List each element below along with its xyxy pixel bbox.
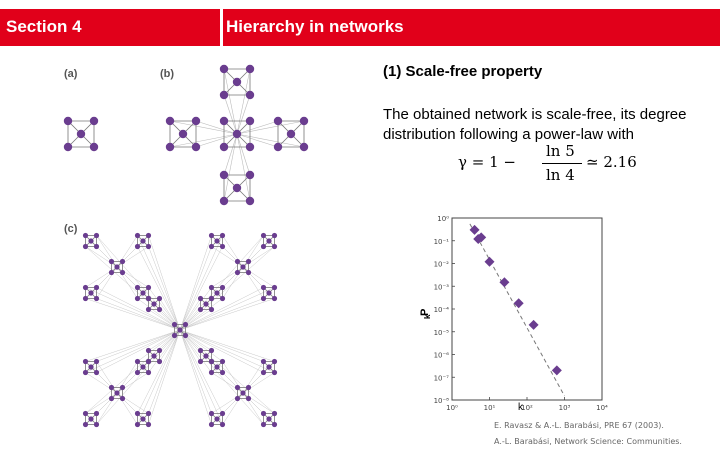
network-node [220, 117, 228, 125]
x-tick-label: 10³ [558, 404, 571, 412]
network-node [135, 285, 140, 290]
network-node [94, 422, 99, 427]
network-node [209, 411, 214, 416]
network-node [240, 390, 245, 395]
y-tick-label: 10⁻² [433, 260, 449, 269]
network-node [300, 117, 308, 125]
network-edge [138, 330, 181, 414]
y-axis-label: P [419, 308, 431, 316]
network-node [300, 143, 308, 151]
network-node [88, 290, 93, 295]
panel-c-label: (c) [64, 223, 78, 235]
network-node [146, 307, 151, 312]
network-node [192, 143, 200, 151]
network-node [233, 184, 241, 192]
network-node [198, 359, 203, 364]
network-node [246, 270, 251, 275]
network-node [90, 143, 98, 151]
network-node [135, 233, 140, 238]
network-node [109, 259, 114, 264]
network-edge [86, 247, 181, 331]
network-node [209, 307, 214, 312]
network-node [220, 359, 225, 364]
network-node [146, 359, 151, 364]
data-point [529, 320, 539, 330]
network-node [64, 117, 72, 125]
x-tick-label: 10¹ [483, 404, 496, 412]
network-edge [180, 247, 275, 331]
panel-a-label: (a) [64, 68, 78, 80]
network-node [246, 385, 251, 390]
network-node [88, 416, 93, 421]
network-node [94, 370, 99, 375]
network-node [183, 333, 188, 338]
network-node [83, 411, 88, 416]
network-node [83, 296, 88, 301]
network-edge [97, 330, 181, 425]
network-node [261, 370, 266, 375]
network-node [246, 143, 254, 151]
network-node [198, 296, 203, 301]
x-tick-label: 10² [521, 404, 533, 412]
network-node [140, 238, 145, 243]
network-node [235, 259, 240, 264]
network-node [261, 296, 266, 301]
network-node [198, 348, 203, 353]
network-edge [97, 330, 181, 373]
network-node [246, 259, 251, 264]
network-node [94, 233, 99, 238]
network-edge [97, 236, 181, 331]
network-node [220, 296, 225, 301]
network-node [203, 301, 208, 306]
network-node [266, 238, 271, 243]
network-node [94, 296, 99, 301]
network-node [246, 91, 254, 99]
network-node [246, 197, 254, 205]
network-edge [180, 330, 264, 362]
network-node [214, 416, 219, 421]
y-axis-label-sub: k [423, 314, 432, 319]
data-point [499, 277, 509, 287]
y-tick-label: 10⁻⁷ [433, 374, 449, 383]
network-node [140, 290, 145, 295]
network-node [135, 370, 140, 375]
network-node [146, 348, 151, 353]
network-edge [180, 299, 264, 331]
network-node [272, 244, 277, 249]
network-node [94, 244, 99, 249]
network-node [272, 296, 277, 301]
network-edge [180, 247, 223, 331]
plot-frame [452, 218, 602, 400]
network-node [209, 370, 214, 375]
subtitle: (1) Scale-free property [383, 63, 543, 80]
network-node [220, 285, 225, 290]
network-node [220, 244, 225, 249]
network-node [146, 244, 151, 249]
network-node [246, 65, 254, 73]
network-c-figure [70, 235, 290, 435]
network-node [157, 296, 162, 301]
network-node [109, 396, 114, 401]
network-edge [180, 330, 223, 414]
x-tick-label: 10⁴ [596, 404, 608, 412]
y-tick-label: 10⁰ [437, 215, 449, 223]
network-node [135, 359, 140, 364]
formula-rhs: ≃ 2.16 [586, 153, 637, 171]
network-edge [180, 330, 275, 414]
network-node [88, 364, 93, 369]
network-node [235, 385, 240, 390]
network-node [114, 264, 119, 269]
network-node [140, 416, 145, 421]
network-node [261, 422, 266, 427]
citation-1: E. Ravasz & A.-L. Barabási, PRE 67 (2003). [494, 421, 664, 430]
network-node [214, 238, 219, 243]
network-node [83, 285, 88, 290]
network-node [203, 353, 208, 358]
network-node [209, 285, 214, 290]
network-node [94, 359, 99, 364]
fit-line [470, 224, 565, 396]
network-node [209, 233, 214, 238]
formula-fraction-bar [542, 163, 582, 164]
network-node [64, 143, 72, 151]
x-axis-label: k [518, 402, 523, 413]
network-node [94, 285, 99, 290]
network-node [83, 422, 88, 427]
network-node [177, 327, 182, 332]
network-edge [149, 330, 181, 414]
citation-2: A.-L. Barabási, Network Science: Communities. [494, 437, 682, 446]
y-tick-label: 10⁻⁴ [433, 306, 449, 314]
network-node [209, 296, 214, 301]
network-node [209, 244, 214, 249]
slide-title: Hierarchy in networks [226, 17, 404, 36]
network-node [146, 411, 151, 416]
network-node [114, 390, 119, 395]
network-node [246, 117, 254, 125]
network-node [146, 296, 151, 301]
network-node [272, 422, 277, 427]
network-node [183, 322, 188, 327]
network-edge [180, 247, 212, 331]
network-node [140, 364, 145, 369]
network-node [83, 370, 88, 375]
network-node [135, 422, 140, 427]
network-node [272, 285, 277, 290]
network-node [83, 359, 88, 364]
network-node [214, 364, 219, 369]
network-node [261, 244, 266, 249]
network-node [146, 233, 151, 238]
y-tick-label: 10⁻⁵ [433, 328, 449, 337]
network-node [220, 65, 228, 73]
network-node [220, 197, 228, 205]
y-tick-label: 10⁻¹ [433, 237, 449, 246]
network-node [272, 233, 277, 238]
network-node [166, 117, 174, 125]
panel-b-label: (b) [160, 68, 175, 80]
network-node [94, 411, 99, 416]
network-node [151, 301, 156, 306]
network-edge [97, 330, 181, 362]
network-edge [86, 330, 181, 414]
network-node [220, 370, 225, 375]
network-node [272, 370, 277, 375]
network-node [198, 307, 203, 312]
network-edge [97, 288, 181, 331]
network-node [172, 322, 177, 327]
network-node [220, 422, 225, 427]
network-node [83, 233, 88, 238]
network-node [157, 359, 162, 364]
network-node [146, 422, 151, 427]
formula-lhs: γ = 1 − [458, 153, 516, 171]
network-edge [97, 299, 181, 331]
data-point [485, 257, 495, 267]
y-tick-label: 10⁻³ [433, 283, 449, 292]
y-tick-label: 10⁻⁶ [433, 351, 449, 360]
network-node [220, 143, 228, 151]
network-b-figure [155, 60, 330, 210]
y-tick-label: 10⁻⁸ [433, 397, 449, 405]
network-node [274, 143, 282, 151]
network-node [209, 422, 214, 427]
network-node [166, 143, 174, 151]
network-node [88, 238, 93, 243]
network-node [266, 290, 271, 295]
network-node [83, 244, 88, 249]
network-node [240, 264, 245, 269]
network-node [157, 348, 162, 353]
formula-denominator: ln 4 [546, 166, 575, 184]
network-node [287, 130, 295, 138]
network-node [151, 353, 156, 358]
network-node [120, 385, 125, 390]
network-node [192, 117, 200, 125]
network-node [246, 171, 254, 179]
network-edge [180, 330, 212, 414]
network-node [261, 233, 266, 238]
network-node [261, 285, 266, 290]
network-node [272, 359, 277, 364]
network-node [274, 117, 282, 125]
network-node [266, 364, 271, 369]
network-node [120, 396, 125, 401]
network-node [146, 370, 151, 375]
network-node [135, 411, 140, 416]
network-node [214, 290, 219, 295]
paragraph: The obtained network is scale-free, its degree distribution following a power-law with [383, 106, 687, 143]
network-node [209, 359, 214, 364]
network-node [235, 270, 240, 275]
network-node [220, 233, 225, 238]
network-node [157, 307, 162, 312]
network-node [261, 359, 266, 364]
degree-distribution-plot [418, 210, 608, 420]
network-node [235, 396, 240, 401]
network-edge [180, 330, 264, 425]
network-node [77, 130, 85, 138]
formula-numerator: ln 5 [546, 142, 575, 160]
x-tick-label: 10⁰ [446, 404, 458, 412]
network-node [146, 285, 151, 290]
network-node [109, 385, 114, 390]
section-label: Section 4 [6, 17, 82, 36]
network-node [266, 416, 271, 421]
network-node [135, 244, 140, 249]
network-node [120, 270, 125, 275]
network-node [109, 270, 114, 275]
network-node [220, 171, 228, 179]
network-node [261, 411, 266, 416]
network-node [233, 78, 241, 86]
network-node [90, 117, 98, 125]
network-node [172, 333, 177, 338]
network-a-figure [60, 110, 110, 160]
network-node [179, 130, 187, 138]
x-ticks [446, 397, 608, 412]
network-edge [180, 288, 264, 331]
data-point [552, 365, 562, 375]
network-node [220, 411, 225, 416]
network-node [233, 130, 241, 138]
data-points [470, 225, 562, 376]
network-node [135, 296, 140, 301]
network-node [272, 411, 277, 416]
network-edge [149, 247, 181, 331]
network-edge [138, 247, 181, 331]
network-node [120, 259, 125, 264]
network-edge [180, 236, 264, 331]
network-edge [180, 330, 264, 373]
network-node [220, 91, 228, 99]
network-node [209, 348, 214, 353]
network-node [246, 396, 251, 401]
